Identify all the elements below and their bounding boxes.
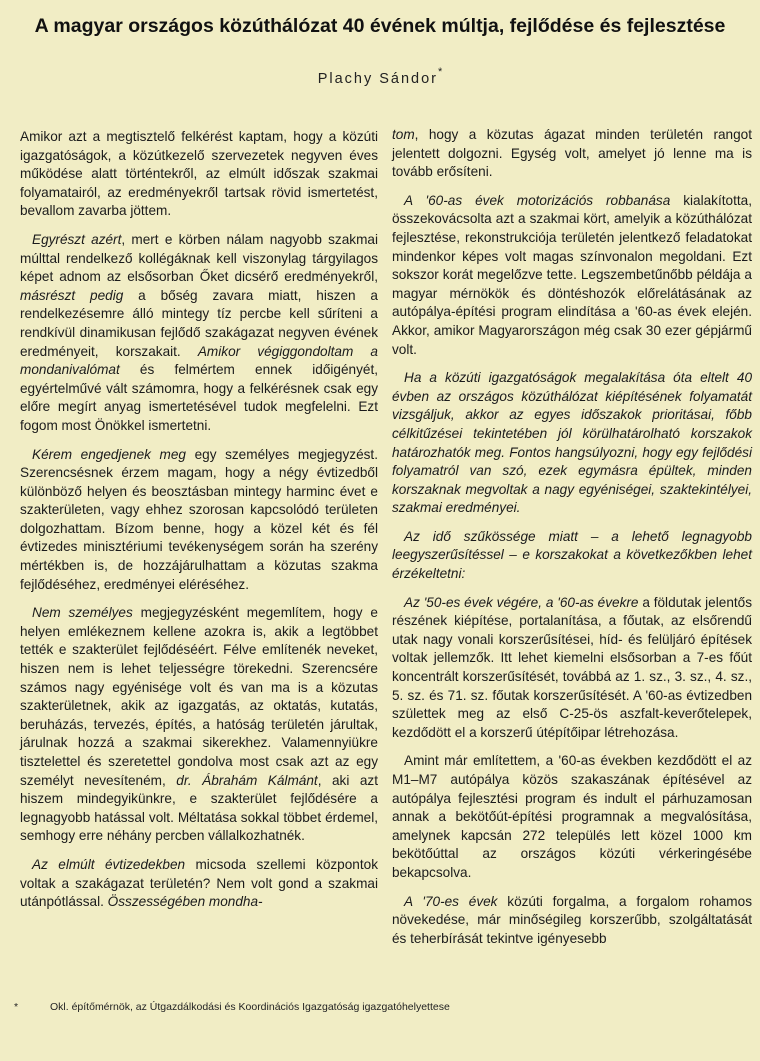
paragraph: [20, 231, 378, 436]
emphasis-text: A '70-es évek: [404, 893, 498, 909]
paragraph: [20, 604, 378, 846]
emphasis-text: Egyrészt azért: [32, 231, 122, 247]
paragraph: [392, 893, 752, 949]
emphasis-text: Az idő szűkössége miatt – a lehető legnagyobb leegyszerűsítéssel – e korszakokat a következőkben lehet érzékeltetni:: [392, 528, 752, 582]
body-text: a földutak jelentős részének kiépítése, portalanítása, a főutak, az elsőrendű utak nagy vonali korszerűsítései, híd- és felüljáró építések voltak jellemzők. Itt lehet kiemelni elsősorban a 7-es főút koncentrált korszerűsítését, továbbá az 1. sz., 3. sz., 4. sz., 5. sz. és 71. sz. főutak korszerűsítését. A '60-as évtizedben születtek meg az első C-25-ös aszfalt-keverőtelepek, kezdődött el a korszerű útépítőipar létrehozása.: [392, 594, 753, 740]
emphasis-text: másrészt pedig: [20, 287, 124, 303]
footnote-text: Okl. építőmérnök, az Útgazdálkodási és Koordinációs Igazgatóság igazgatóhelyettese: [50, 1001, 450, 1013]
article-author: [0, 68, 760, 87]
emphasis-text: Kérem engedjenek meg: [32, 446, 186, 462]
body-text: kialakította, összekovácsolta azt a szakmai kört, amelyik a közúthálózat fejlesztése, rekonstrukciója területén jelentkező feladatokat mindenkor képes volt magas színvonalon megoldani. Ezt sokszor korát megelőzve tette. Legszembetűnőbb példája a magyar mérnökök és döntéshozók előrelátásának az autópálya-építési program elindítása a '60-as évek elején. Akkor, amikor Magyarországon még csak 30 ezer gépjármű volt.: [392, 192, 752, 357]
emphasis-text: Amikor végiggondoltam a mondanivalómat: [20, 343, 378, 378]
emphasis-text: tom: [392, 127, 415, 142]
paragraph: [392, 752, 752, 882]
left-column: [20, 128, 378, 922]
author-name: Plachy Sándor: [317, 70, 439, 87]
body-text: , mert e körben nálam nagyobb szakmai múlttal rendelkező kollégáknak kell viszonylag tárgyilagos képet adnom az elsősorban Őket dicsérő eredményekről,: [20, 231, 378, 285]
author-footnote-mark: *: [438, 66, 443, 78]
footnote-mark: *: [14, 1001, 19, 1013]
paragraph: [392, 369, 752, 518]
paragraph: [392, 192, 752, 359]
emphasis-text: A '60-as évek motorizációs robbanása: [404, 192, 671, 208]
emphasis-text: Nem személyes: [32, 605, 133, 621]
body-text: közúti forgalma, a forgalom rohamos növekedése, már minőségileg korszerűbb, szolgáltatását és teherbírását tekintve igényesebb: [392, 893, 752, 946]
paragraph: [392, 528, 752, 584]
right-column: [392, 126, 752, 958]
emphasis-text: Ha a közúti igazgatóságok megalakítása óta eltelt 40 évben az országos közúthálózat kiépítésének folyamatát vizsgáljuk, akkor az egyes időszakok prioritásai, főbb célkitűzései tekintetében jól körülhatárolható korszakok határozhatók meg. Fontos hangsúlyozni, hogy egy fejlődési folyamatról van szó, ezek egymásra épültek, minden korszaknak megvoltak a nagy egyéniségei, szaktekintélyei, szakmai eredményei.: [392, 370, 752, 516]
body-text: , hogy a közutas ágazat minden területén rangot jelentett dolgozni. Egység volt, amelyet jó lenne ma is tovább erősíteni.: [392, 127, 752, 180]
body-text: , aki azt hiszem mindegyikünkre, e szakterület fejlődésére a legnagyobb hatással volt. Méltatása sokkal többet érdemel, semhogy erre néhány percben vállalkozhatnék.: [20, 772, 378, 844]
body-text: Amint már említettem, a '60-as években kezdődött el az M1–M7 autópálya közös szakaszának építésével az autópálya fejlesztési program és indult el párhuzamosan annak a bekötőút-építési programnak a megvalósítása, amelynek kapcsán 272 település lett közel 1000 km bekötőúttal az országos közúti vérkeringésébe bekapcsolva.: [392, 753, 752, 880]
emphasis-text: Összességében mondha-: [107, 894, 263, 910]
paragraph: [20, 856, 378, 912]
paragraph: [392, 126, 752, 182]
body-text: egy személyes megjegyzést. Szerencsésnek érzem magam, hogy a négy évtizedből különböző helyen és beosztásban mintegy harminc évet e szakterületen, vagy ehhez szorosan kapcsolódó területen dolgozhattam. Bízom benne, hogy a közel két és fél évtizedes minisztériumi tevékenységem során ha szerény mértékben is, de hozzájárulhattam a közutas szakma fejlődéséhez, eredményei eléréséhez.: [20, 446, 378, 592]
paragraph: [20, 446, 378, 595]
paragraph: [392, 594, 752, 743]
emphasis-text: Az elmúlt évtizedekben: [32, 856, 186, 872]
body-text: Amikor azt a megtisztelő felkérést kaptam, hogy a közúti igazgatóságok, a közútkezelő szervezetek negyven éves működése alatt történtekről, az elmúlt időszak szakmai folyamatairól, az eredményekről tartsak rövid ismertetést, bevallom zavarba jöttem.: [20, 129, 378, 219]
body-text: a bőség zavara miatt, hiszen a rendelkezésemre álló mintegy tíz percbe kell sűríteni a rendkívül dinamikusan fejlődő szakágazat negyven évének eredményeit, korszakait.: [20, 287, 378, 359]
body-text: megjegyzésként megemlítem, hogy e helyen emlékeznem kellene azokra is, akik a legtöbbet tették e szakterület fejlődéséért. Félve említenék neveket, hiszen nem is lehet teljességre törekedni. Szerencsére számos nagy egyénisége volt és van ma is a közutas szakterületnek, akik az igazgatás, az oktatás, kutatás, beruházás, tervezés, építés, a hatóság területén járultak, járulnak hozzá a szakmai sikerekhez. Valamennyiükre tisztelettel és szeretettel gondolva most csak azt az egy személyt nevesíteném,: [20, 605, 378, 788]
paragraph: [20, 128, 378, 221]
emphasis-text: Az '50-es évek végére, a '60-as évekre: [404, 594, 639, 610]
footnote: [14, 1001, 450, 1013]
article-title: A magyar országos közúthálózat 40 évének múltja, fejlődése és fejlesztése: [34, 15, 726, 37]
emphasis-text: dr. Ábrahám Kálmánt: [176, 772, 318, 788]
body-text: és felmértem ennek időigényét, egyértelművé vált számomra, hogy a felkérésnek csak egy előre megírt anyag ismertetésével tudok megfelelni. Ezt fogom most Önökkel ismertetni.: [20, 362, 378, 433]
body-text: micsoda szellemi központok voltak a szakágazat területén? Nem volt gond a szakmai utánpótlással.: [20, 856, 378, 910]
